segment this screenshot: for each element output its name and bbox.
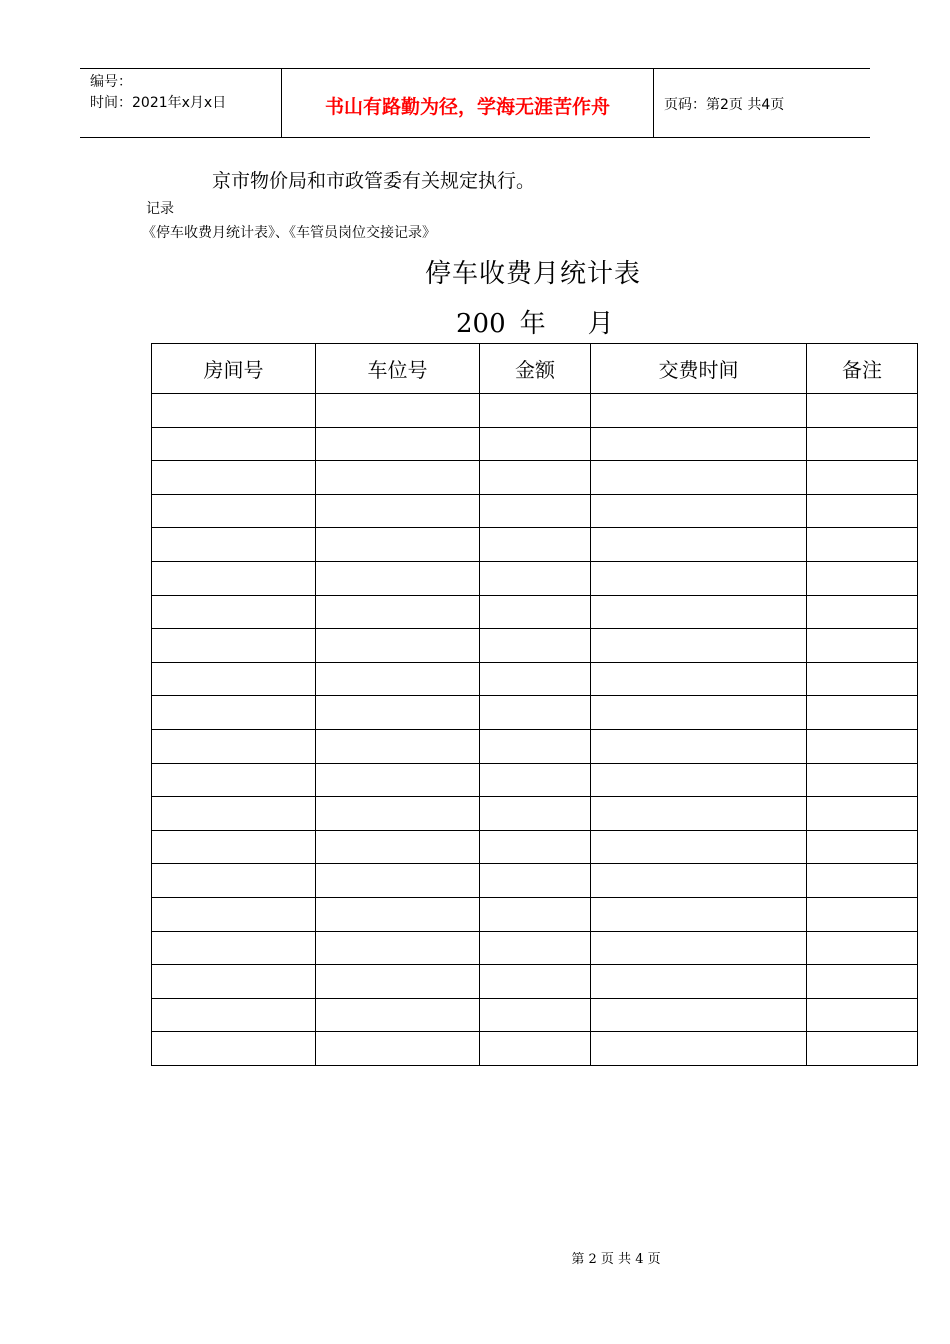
form-month-unit: 月 [587, 309, 614, 339]
table-cell [316, 528, 480, 562]
table-cell [807, 662, 918, 696]
table-cell [316, 763, 480, 797]
table-cell [591, 629, 807, 663]
table-cell [152, 1032, 316, 1066]
table-cell [591, 461, 807, 495]
table-cell [152, 931, 316, 965]
table-cell [591, 696, 807, 730]
table-cell [152, 595, 316, 629]
table-cell [480, 830, 591, 864]
table-row [152, 394, 918, 428]
column-header-room: 房间号 [152, 344, 316, 394]
document-header [80, 68, 870, 138]
table-row [152, 494, 918, 528]
table-cell [807, 797, 918, 831]
table-cell [152, 427, 316, 461]
table-row [152, 1032, 918, 1066]
table-cell [480, 595, 591, 629]
table-row [152, 864, 918, 898]
table-row [152, 965, 918, 999]
table-cell [591, 965, 807, 999]
table-cell [807, 965, 918, 999]
table-cell [480, 864, 591, 898]
table-cell [316, 595, 480, 629]
table-cell [316, 394, 480, 428]
table-cell [316, 931, 480, 965]
document-time-label: 时间：2021年x月x日 [90, 95, 227, 111]
header-meta [80, 69, 282, 137]
table-cell [591, 394, 807, 428]
table-cell [152, 629, 316, 663]
table-cell [152, 729, 316, 763]
table-cell [480, 394, 591, 428]
table-body [152, 394, 918, 1066]
table-cell [807, 864, 918, 898]
table-cell [152, 763, 316, 797]
table-row [152, 662, 918, 696]
table-cell [480, 427, 591, 461]
table-cell [591, 864, 807, 898]
page-footer: 第 2 页 共 4 页 [571, 1252, 661, 1267]
table-cell [152, 528, 316, 562]
table-row [152, 427, 918, 461]
table-cell [591, 595, 807, 629]
table-cell [152, 561, 316, 595]
table-cell [152, 662, 316, 696]
form-year-unit: 年 [519, 309, 546, 339]
table-cell [480, 931, 591, 965]
table-cell [480, 461, 591, 495]
column-header-amount: 金额 [480, 344, 591, 394]
table-cell [316, 998, 480, 1032]
table-row [152, 595, 918, 629]
table-cell [152, 965, 316, 999]
table-cell [807, 427, 918, 461]
table-cell [152, 998, 316, 1032]
table-cell [480, 729, 591, 763]
table-cell [807, 1032, 918, 1066]
table-row [152, 528, 918, 562]
table-cell [591, 797, 807, 831]
parking-fee-table [151, 343, 918, 1066]
table-cell [316, 965, 480, 999]
table-cell [316, 897, 480, 931]
table-cell [152, 830, 316, 864]
header-page-info: 页码：第2页 共4页 [664, 97, 785, 113]
table-cell [807, 931, 918, 965]
table-cell [807, 696, 918, 730]
table-cell [591, 494, 807, 528]
table-cell [316, 729, 480, 763]
table-cell [152, 394, 316, 428]
table-cell [480, 797, 591, 831]
table-cell [591, 1032, 807, 1066]
table-cell [480, 1032, 591, 1066]
table-cell [807, 830, 918, 864]
table-cell [807, 897, 918, 931]
table-cell [480, 494, 591, 528]
table-cell [807, 729, 918, 763]
table-cell [591, 763, 807, 797]
table-row [152, 897, 918, 931]
table-row [152, 461, 918, 495]
form-period [456, 303, 614, 340]
table-cell [316, 427, 480, 461]
table-cell [591, 897, 807, 931]
table-row [152, 729, 918, 763]
table-cell [480, 662, 591, 696]
table-cell [591, 931, 807, 965]
table-cell [807, 561, 918, 595]
form-title: 停车收费月统计表 [424, 259, 641, 289]
table-cell [316, 1032, 480, 1066]
column-header-payment-time: 交费时间 [591, 344, 807, 394]
record-heading: 记录 [146, 201, 174, 217]
header-motto: 书山有路勤为径，学海无涯苦作舟 [282, 69, 654, 137]
table-row [152, 797, 918, 831]
table-cell [316, 830, 480, 864]
form-year: 200 [456, 309, 506, 339]
table-cell [591, 998, 807, 1032]
table-cell [807, 763, 918, 797]
table-cell [316, 629, 480, 663]
table-cell [591, 561, 807, 595]
table-row [152, 561, 918, 595]
table-cell [591, 729, 807, 763]
table-cell [807, 394, 918, 428]
table-cell [480, 528, 591, 562]
table-cell [480, 998, 591, 1032]
table-cell [316, 696, 480, 730]
table-cell [591, 662, 807, 696]
column-header-remarks: 备注 [807, 344, 918, 394]
table-cell [807, 528, 918, 562]
table-cell [591, 830, 807, 864]
table-cell [152, 897, 316, 931]
column-header-space: 车位号 [316, 344, 480, 394]
table-cell [591, 528, 807, 562]
table-cell [316, 461, 480, 495]
body-text-line: 京市物价局和市政管委有关规定执行。 [212, 170, 536, 192]
table-cell [152, 696, 316, 730]
table-cell [591, 427, 807, 461]
table-cell [316, 561, 480, 595]
table-cell [807, 494, 918, 528]
table-row [152, 763, 918, 797]
table-cell [480, 763, 591, 797]
table-cell [316, 864, 480, 898]
table-cell [807, 629, 918, 663]
table-cell [152, 494, 316, 528]
table-row [152, 696, 918, 730]
table-cell [152, 864, 316, 898]
table-cell [316, 662, 480, 696]
table-cell [480, 965, 591, 999]
document-number-label: 编号： [90, 74, 132, 90]
table-cell [316, 797, 480, 831]
table-cell [480, 897, 591, 931]
table-cell [807, 461, 918, 495]
table-cell [807, 998, 918, 1032]
table-cell [480, 696, 591, 730]
table-cell [152, 797, 316, 831]
table-row [152, 998, 918, 1032]
table-cell [480, 561, 591, 595]
table-cell [807, 595, 918, 629]
table-cell [480, 629, 591, 663]
table-row [152, 629, 918, 663]
table-cell [316, 494, 480, 528]
table-row [152, 931, 918, 965]
record-forms-list: 《停车收费月统计表》、《车管员岗位交接记录》 [142, 225, 436, 241]
table-header-row [152, 344, 918, 394]
table-row [152, 830, 918, 864]
table-cell [152, 461, 316, 495]
